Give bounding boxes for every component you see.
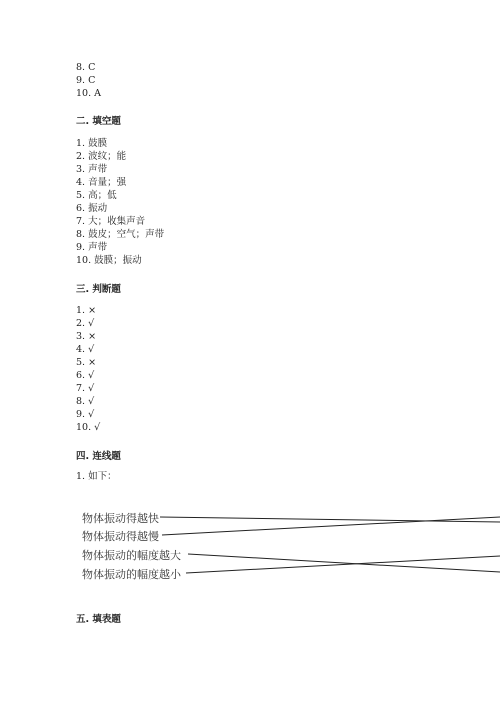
fill-blank-answer-7: 7. 大；收集声音 [76, 216, 146, 227]
true-false-answer-5: 5. × [76, 357, 97, 368]
fill-blank-answer-2: 2. 波纹；能 [76, 151, 127, 162]
fill-blank-answer-5: 5. 高；低 [76, 190, 117, 201]
match-label-faster: 物体振动得越快 [82, 512, 159, 525]
true-false-answer-10: 10. √ [76, 422, 101, 433]
section-fill-blank-heading: 二. 填空题 [76, 116, 121, 127]
match-label-larger-amplitude: 物体振动的幅度越大 [82, 549, 181, 562]
fill-blank-answer-10: 10. 鼓膜；振动 [76, 255, 142, 266]
fill-blank-answer-6: 6. 振动 [76, 203, 108, 214]
true-false-answer-9: 9. √ [76, 409, 95, 420]
matching-note: 1. 如下： [76, 471, 117, 482]
fill-blank-answer-1: 1. 鼓膜 [76, 138, 108, 149]
section-table-heading: 五. 填表题 [76, 614, 121, 625]
match-label-slower: 物体振动得越慢 [82, 530, 159, 543]
section-matching-heading: 四. 连线题 [76, 451, 121, 462]
choice-answer-8: 8. C [76, 62, 96, 73]
true-false-answer-3: 3. × [76, 331, 97, 342]
matching-diagram [0, 500, 500, 600]
fill-blank-answer-4: 4. 音量；强 [76, 177, 127, 188]
true-false-answer-1: 1. × [76, 305, 97, 316]
fill-blank-answer-3: 3. 声带 [76, 164, 108, 175]
matching-lines [0, 500, 500, 600]
fill-blank-answer-8: 8. 鼓皮；空气；声带 [76, 229, 165, 240]
fill-blank-answer-9: 9. 声带 [76, 242, 108, 253]
true-false-answer-2: 2. √ [76, 318, 95, 329]
true-false-answer-4: 4. √ [76, 344, 95, 355]
section-true-false-heading: 三. 判断题 [76, 284, 121, 295]
match-line-4 [186, 556, 500, 573]
choice-answer-10: 10. A [76, 88, 101, 99]
true-false-answer-7: 7. √ [76, 383, 95, 394]
match-line-3 [188, 554, 500, 572]
choice-answer-9: 9. C [76, 75, 96, 86]
match-label-smaller-amplitude: 物体振动的幅度越小 [82, 568, 181, 581]
true-false-answer-8: 8. √ [76, 396, 95, 407]
true-false-answer-6: 6. √ [76, 370, 95, 381]
